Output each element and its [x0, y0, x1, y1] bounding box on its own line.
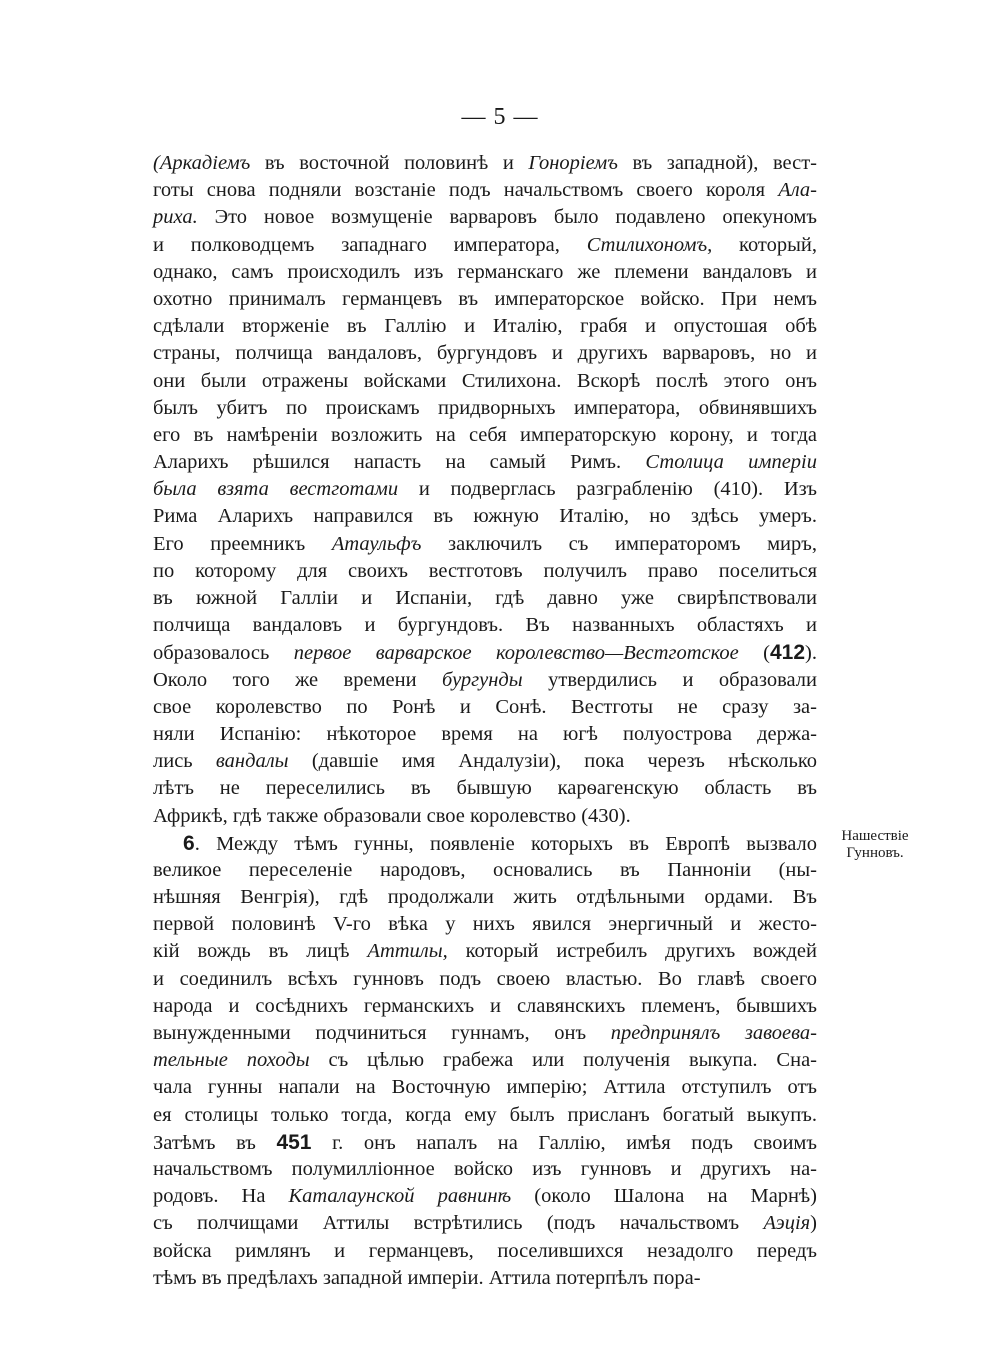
italic-emphasis: тельные походы: [153, 1049, 310, 1072]
text-line: [153, 803, 817, 830]
text-line: [153, 1265, 817, 1292]
text-run: (: [738, 642, 770, 665]
bold-number: 412: [770, 641, 806, 665]
text-run: ея столицы только тогда, когда ему былъ присланъ богатый выкупъ.: [153, 1103, 817, 1126]
text-run: сдѣлали вторженіе въ Галлію и Италію, грабя и опустошая обѣ: [153, 315, 817, 338]
text-run: Это новое возмущеніе варваровъ было подавлено опекуномъ: [197, 206, 817, 229]
text-run: съ цѣлью грабежа или полученія выкупа. Сна-: [309, 1049, 817, 1072]
text-line: [153, 313, 817, 340]
text-run: былъ убитъ по проискамъ придворныхъ императора, обвинявшихъ: [153, 396, 817, 419]
italic-emphasis: первое варварское королевство—Вестготское: [293, 642, 739, 665]
text-line: [153, 1074, 817, 1101]
text-run: великое переселеніе народовъ, основались въ Панноніи (ны-: [153, 858, 817, 881]
text-line: [153, 1210, 817, 1237]
text-run: который истребилъ другихъ вождей: [447, 940, 817, 963]
text-run: утвердились и образовали: [522, 668, 817, 691]
text-run: готы снова подняли возстаніе подъ начальствомъ своего короля: [153, 179, 779, 202]
text-line: [153, 558, 817, 585]
text-line: [153, 449, 817, 476]
text-run: заключилъ съ императоромъ миръ,: [421, 532, 817, 555]
text-run: войска римлянъ и германцевъ, поселившихся незадолго передъ: [153, 1239, 817, 1262]
text-run: и подверглась разграбленію (410). Изъ: [398, 478, 817, 501]
italic-emphasis: Стилихономъ,: [586, 233, 713, 256]
italic-emphasis: Каталаунской равнинѣ: [288, 1185, 512, 1208]
text-run: ).: [805, 642, 817, 665]
text-run: тѣмъ въ предѣлахъ западной имперіи. Аттила потерпѣлъ пора-: [153, 1266, 701, 1289]
text-run: его въ намѣреніи возложить на себя императорскую корону, и тогда: [153, 423, 817, 446]
text-run: . Между тѣмъ гунны, появленіе которыхъ въ Европѣ вызвало: [194, 832, 817, 855]
text-run: г. онъ напалъ на Галлію, имѣя подъ своимъ: [311, 1131, 817, 1154]
text-run: начальствомъ полумилліонное войско изъ гунновъ и другихъ на-: [153, 1157, 817, 1180]
text-run: они были отражены войсками Стилихона. Вскорѣ послѣ этого онъ: [153, 369, 817, 392]
text-run: свое королевство по Ронѣ и Сонѣ. Вестготы не сразу за-: [153, 695, 817, 718]
text-run: и соединилъ всѣхъ гунновъ подъ своею властью. Во главѣ своего: [153, 967, 817, 990]
text-run: Африкѣ, гдѣ также образовали свое королевство (430).: [153, 804, 631, 827]
margin-note-line: Гунновъ.: [846, 845, 904, 861]
text-run: однако, самъ происходилъ изъ германскаго же племени вандаловъ и: [153, 260, 817, 283]
text-run: нѣшняя Венгрія), гдѣ продолжали жить отдѣльными ордами. Въ: [153, 886, 817, 909]
text-line: [153, 612, 817, 639]
text-line: [153, 721, 817, 748]
text-run: родовъ. На: [153, 1185, 289, 1208]
italic-emphasis: была взята вестготами: [153, 478, 399, 501]
text-run: съ полчищами Аттилы встрѣтились (подъ начальствомъ: [153, 1212, 764, 1235]
italic-emphasis: вандалы: [215, 750, 289, 773]
text-run: въ восточной половинѣ и: [250, 152, 529, 174]
text-line: [153, 1047, 817, 1074]
italic-emphasis: Ала-: [778, 179, 817, 202]
text-line: [153, 884, 817, 911]
text-run: лись: [153, 750, 216, 773]
text-run: образовалось: [153, 642, 294, 665]
text-line: [153, 395, 817, 422]
text-line: [153, 911, 817, 938]
text-line: [153, 503, 817, 530]
text-line: [153, 585, 817, 612]
text-line: [153, 830, 817, 857]
bold-number: 6: [183, 831, 195, 855]
text-run: ): [810, 1212, 817, 1235]
text-run: и полководцемъ западнаго императора,: [153, 233, 587, 256]
italic-emphasis: Атаульфъ: [331, 532, 422, 555]
text-run: полчища вандаловъ и бургундовъ. Въ названныхъ областяхъ и: [153, 614, 817, 637]
bold-number: 451: [276, 1130, 312, 1154]
margin-note-line: Нашествіе: [841, 828, 909, 844]
text-line: [153, 667, 817, 694]
margin-note: [830, 828, 920, 862]
text-run: (давшіе имя Андалузіи), пока черезъ нѣсколько: [288, 750, 817, 773]
text-line: [153, 177, 817, 204]
text-line: [153, 938, 817, 965]
italic-emphasis: Столица имперіи: [645, 451, 817, 474]
text-line: [153, 368, 817, 395]
italic-emphasis: риха.: [153, 206, 198, 229]
text-run: чала гунны напали на Восточную имперію; Аттила отступилъ отъ: [153, 1076, 817, 1099]
italic-emphasis: Гоноріемъ: [528, 152, 618, 174]
text-run: кій вождь въ лицѣ: [153, 940, 368, 963]
text-line: [153, 1129, 817, 1156]
text-line: [153, 639, 817, 666]
text-run: народа и сосѣднихъ германскихъ и славянскихъ племенъ, бывшихъ: [153, 994, 817, 1017]
italic-emphasis: (Аркадіемъ: [153, 152, 251, 174]
text-line: [153, 476, 817, 503]
text-line: [153, 340, 817, 367]
text-line: [153, 1020, 817, 1047]
text-line: [153, 775, 817, 802]
text-line: [153, 1156, 817, 1183]
body-text: [153, 150, 817, 1292]
text-line: [153, 422, 817, 449]
text-run: который,: [712, 233, 817, 256]
italic-emphasis: Аэція: [763, 1212, 811, 1235]
text-run: охотно принималъ германцевъ въ императорское войско. При немъ: [153, 287, 817, 310]
text-run: (около Шалона на Марнѣ): [511, 1185, 817, 1208]
italic-emphasis: бургунды: [442, 668, 523, 691]
text-run: Рима Аларихъ направился въ южную Италію, но здѣсь умеръ.: [153, 505, 817, 528]
page-number: — 5 —: [461, 104, 539, 130]
text-run: Его преемникъ: [153, 532, 332, 555]
text-run: Аларихъ рѣшился напасть на самый Римъ.: [153, 451, 646, 474]
text-line: [153, 1102, 817, 1129]
text-line: [153, 286, 817, 313]
text-line: [153, 857, 817, 884]
text-run: первой половинѣ V-го вѣка у нихъ явился энергичный и жесто-: [153, 913, 817, 936]
text-line: [153, 1183, 817, 1210]
text-run: няли Испанію: нѣкоторое время на югѣ полуострова держа-: [153, 722, 817, 745]
text-line: [153, 259, 817, 286]
text-line: [153, 232, 817, 259]
text-line: [153, 993, 817, 1020]
text-line: [153, 966, 817, 993]
text-run: въ южной Галліи и Испаніи, гдѣ давно уже свирѣпствовали: [153, 587, 817, 609]
text-run: по которому для своихъ вестготовъ получилъ право поселиться: [153, 559, 817, 582]
text-line: [153, 531, 817, 558]
text-line: [153, 204, 817, 231]
text-line: [153, 748, 817, 775]
italic-emphasis: предпринялъ завоева-: [610, 1022, 817, 1044]
italic-emphasis: Аттилы,: [367, 940, 448, 963]
text-line: [153, 150, 817, 177]
text-run: въ западной), вест-: [617, 152, 817, 174]
text-run: Около того же времени: [153, 668, 443, 691]
text-line: [153, 694, 817, 721]
text-run: страны, полчища вандаловъ, бургундовъ и другихъ варваровъ, но и: [153, 342, 817, 365]
text-line: [153, 1238, 817, 1265]
text-run: Затѣмъ въ: [153, 1131, 277, 1154]
text-run: лѣтъ не переселились въ бывшую карѳагенскую область въ: [153, 777, 817, 800]
text-run: вынужденными подчиниться гуннамъ, онъ: [153, 1022, 611, 1044]
